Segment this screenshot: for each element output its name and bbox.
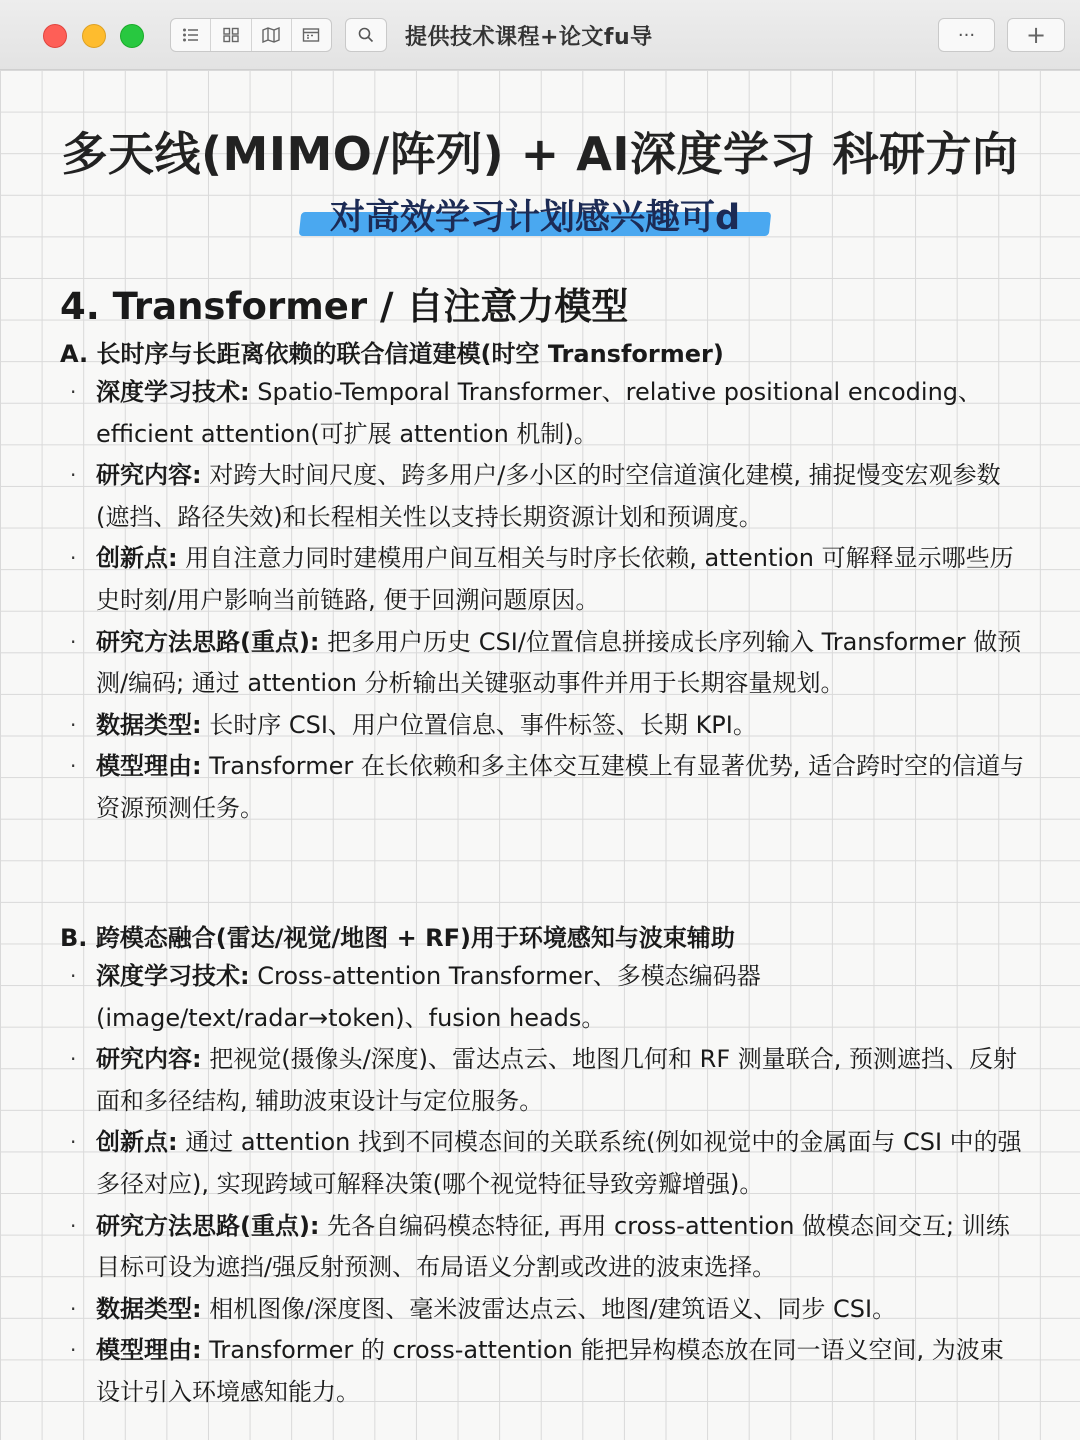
subtitle-highlight — [300, 190, 770, 242]
list-item: · 深度学习技术: Spatio-Temporal Transformer、relative positional encoding、efficient attention(可扩展 attention 机制)。 — [70, 372, 1025, 455]
list-item: · 研究方法思路(重点): 把多用户历史 CSI/位置信息拼接成长序列输入 Transformer 做预测/编码; 通过 attention 分析输出关键驱动事件并用于长期容量规划。 — [70, 622, 1025, 705]
bullet-dot: · — [70, 754, 77, 779]
note-subtitle: 对高效学习计划感兴趣可d — [329, 198, 741, 238]
subsection-a-bullets — [70, 372, 1025, 830]
window-titlebar — [0, 0, 1080, 70]
subsection-a-heading: A. 长时序与长距离依赖的联合信道建模(时空 Transformer) — [60, 340, 724, 368]
list-item: · 创新点: 用自注意力同时建模用户间互相关与时序长依赖, attention 可解释显示哪些历史时刻/用户影响当前链路, 便于回溯问题原因。 — [70, 538, 1025, 621]
bullet-dot: · — [70, 463, 77, 488]
bullet-dot: · — [70, 1213, 77, 1238]
search-icon[interactable] — [345, 18, 387, 52]
bullet-dot: · — [70, 380, 77, 404]
bullet-dot: · — [70, 1047, 77, 1072]
more-icon[interactable]: ··· — [938, 18, 995, 52]
list-item: · 数据类型: 相机图像/深度图、毫米波雷达点云、地图/建筑语义、同步 CSI。 — [70, 1289, 1025, 1331]
view-toolbar — [170, 18, 332, 52]
bullet-dot: · — [70, 1296, 77, 1321]
bullet-dot: · — [70, 712, 77, 737]
list-item: · 研究内容: 对跨大时间尺度、跨多用户/多小区的时空信道演化建模, 捕捉慢变宏观参数(遮挡、路径失效)和长程相关性以支持长期资源计划和预调度。 — [70, 455, 1025, 538]
list-item: · 深度学习技术: Cross-attention Transformer、多模态编码器(image/text/radar→token)、fusion heads。 — [70, 956, 1025, 1039]
map-icon[interactable] — [252, 19, 292, 51]
list-item: · 创新点: 通过 attention 找到不同模态间的关联系统(例如视觉中的金属面与 CSI 中的强多径对应), 实现跨域可解释决策(哪个视觉特征导致旁瓣增强)。 — [70, 1122, 1025, 1205]
minimize-light[interactable] — [82, 24, 106, 48]
grid-icon[interactable] — [211, 19, 251, 51]
add-icon[interactable]: + — [1007, 18, 1065, 52]
list-item: · 数据类型: 长时序 CSI、用户位置信息、事件标签、长期 KPI。 — [70, 705, 1025, 747]
bullet-dot: · — [70, 1338, 77, 1363]
close-light[interactable] — [43, 24, 67, 48]
bullet-dot: · — [70, 629, 77, 654]
list-item: · 模型理由: Transformer 在长依赖和多主体交互建模上有显著优势, 适合跨时空的信道与资源预测任务。 — [70, 746, 1025, 829]
section-heading: 4. Transformer / 自注意力模型 — [60, 285, 629, 328]
bullet-dot: · — [70, 1130, 77, 1155]
calendar-icon[interactable] — [292, 19, 331, 51]
list-item: · 研究方法思路(重点): 先各自编码模态特征, 再用 cross-attention 做模态间交互; 训练目标可设为遮挡/强反射预测、布局语义分割或改进的波束选择。 — [70, 1206, 1025, 1289]
list-item: · 模型理由: Transformer 的 cross-attention 能把异构模态放在同一语义空间, 为波束设计引入环境感知能力。 — [70, 1330, 1025, 1413]
subsection-b-bullets — [70, 956, 1025, 1414]
zoom-light[interactable] — [120, 24, 144, 48]
note-title: 多天线(MIMO/阵列) + AI深度学习 科研方向 — [61, 127, 1019, 181]
list-item: · 研究内容: 把视觉(摄像头/深度)、雷达点云、地图几何和 RF 测量联合, 预测遮挡、反射面和多径结构, 辅助波束设计与定位服务。 — [70, 1039, 1025, 1122]
bullet-dot: · — [70, 546, 77, 571]
list-icon[interactable] — [171, 19, 211, 51]
bullet-dot: · — [70, 964, 77, 988]
window-title: 提供技术课程+论文fu导 — [405, 25, 653, 50]
subsection-b-heading: B. 跨模态融合(雷达/视觉/地图 + RF)用于环境感知与波束辅助 — [60, 924, 735, 952]
